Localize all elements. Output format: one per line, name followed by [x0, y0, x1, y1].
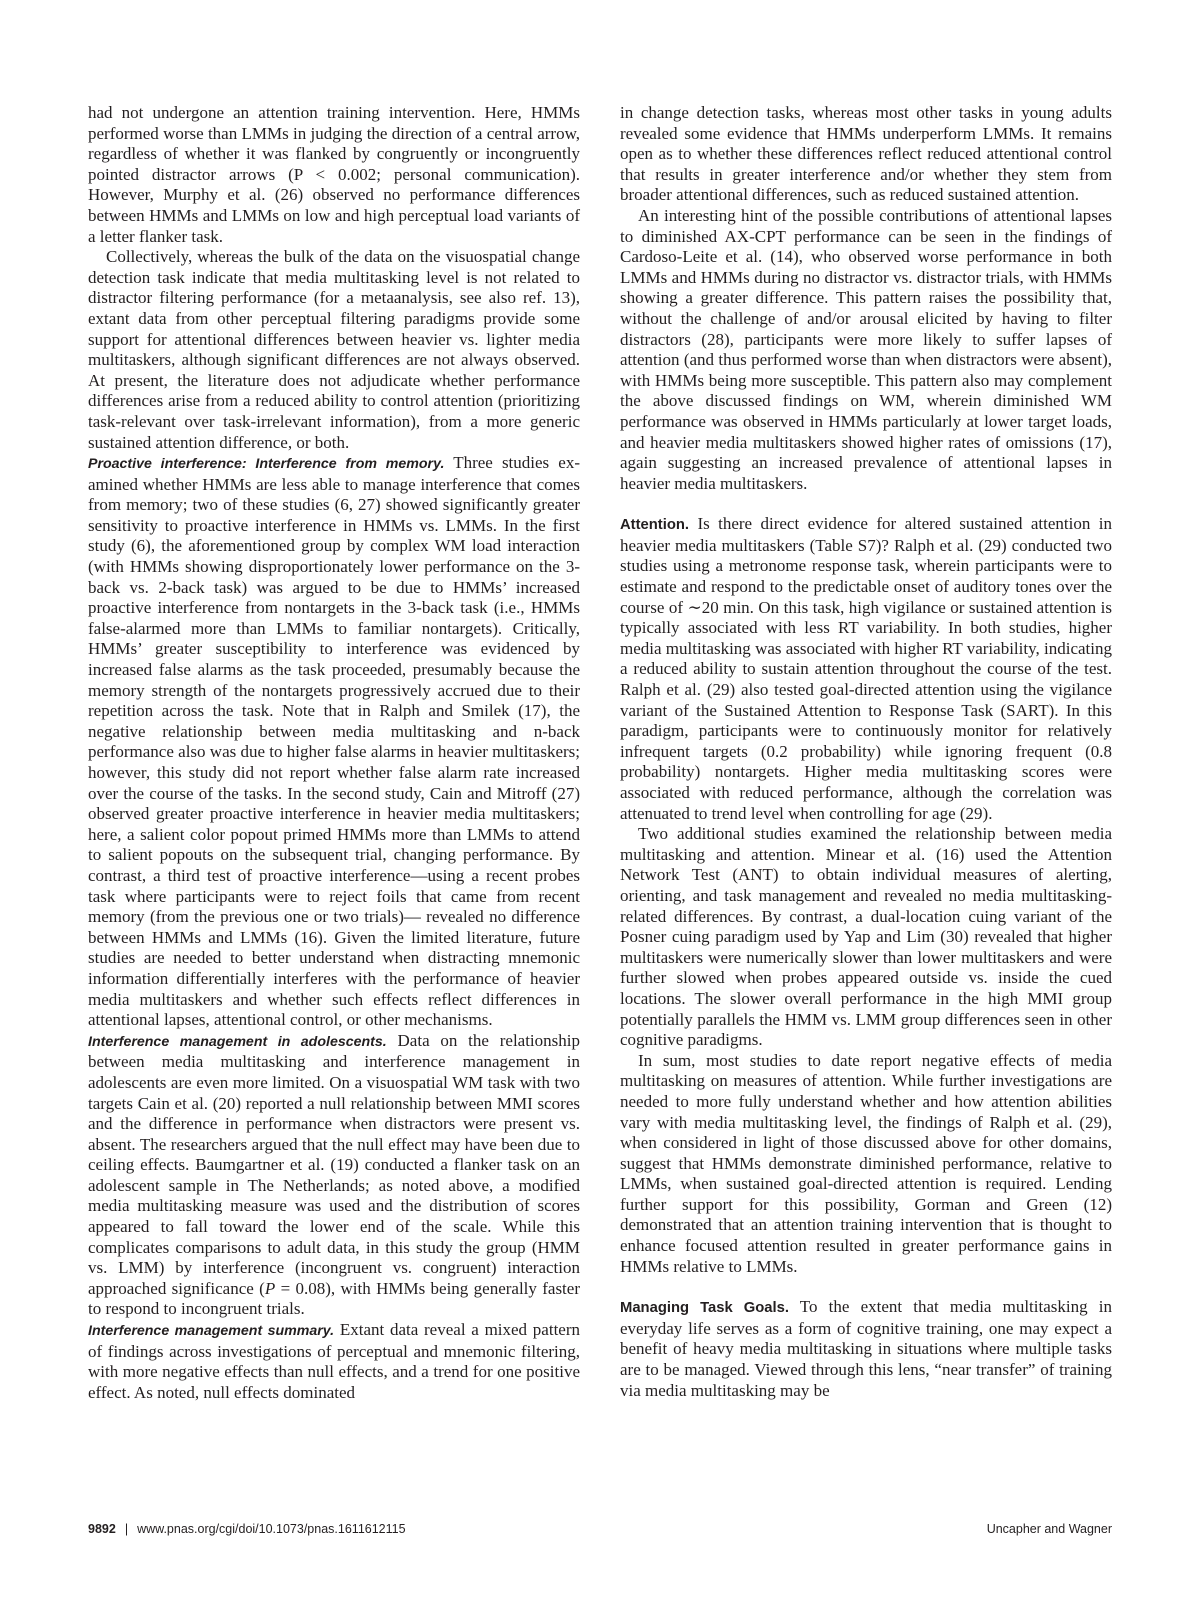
right-paragraph-3	[620, 514, 1112, 824]
attention-heading: Attention.	[620, 517, 690, 534]
interference-summary-text: Extant data reveal a mixed pattern of findings across investigations of perceptual and mnemonic filtering, with more negative effects than null effects, and a trend for one positive effect. As noted, null effects dominated	[88, 1320, 580, 1402]
adolescents-heading: Interference management in adolescents.	[88, 1033, 387, 1050]
left-paragraph-4	[88, 1031, 580, 1320]
adolescents-text-b: = 0.08), with HMMs being generally faster to respond to incongruent trials.	[88, 1278, 580, 1319]
managing-task-goals-heading: Managing Task Goals.	[620, 1300, 789, 1317]
interference-summary-heading: Interference management summary.	[88, 1323, 335, 1340]
left-paragraph-3	[88, 453, 580, 1031]
footer-authors: Uncapher and Wagner	[986, 1522, 1112, 1536]
proactive-interference-text: Three studies examined whether HMMs are less able to manage interference that comes from memory; two of these studies (6, 27) showed significantly greater sensitivity to proactive interference in HMMs vs. LMMs. In the first study (6), the aforementioned group by complex WM load interaction (with HMMs showing disproportionately lower performance on the 3-back vs. 2-back task) was argued to be due to HMMs’ increased proactive interference from nontargets in the 3-back task (i.e., HMMs false-alarmed more than LMMs to familiar nontargets). Critically, HMMs’ greater susceptibility to interference was evidenced by increased false alarms as the task proceeded, presumably because the memory strength of the nontargets progressively accrued due to their repetition across the task. Note that in Ralph and Smilek (17), the negative relationship between media multitasking and n-back performance also was due to higher false alarms in heavier multitaskers; however, this study did not report whether false alarm rate increased over the course of the tasks. In the second study, Cain and Mitroff (27) observed greater proactive interference in heavier media multitaskers; here, a salient color popout primed HMMs more than LMMs to attend to salient popouts on the subsequent trial, changing performance. By contrast, a third test of proactive interference—using a recent probes task where participants were to reject foils that came from recent memory (from the previous one or two trials)— revealed no difference between HMMs and LMMs (16). Given the limited literature, future studies are needed to better understand when distracting mnemonic information differentially interferes with the performance of heavier media multitaskers and whether such effects reflect differences in attentional lapses, attentional control, or other mechanisms.	[88, 453, 580, 1030]
right-paragraph-1: in change detection tasks, whereas most other tasks in young adults revealed some evidence that HMMs underperform LMMs. It remains open as to whether these differences reflect reduced attentional control that results in greater interference and/or whether they stem from broader attentional differences, such as reduced sustained attention.	[620, 103, 1112, 205]
doi-link[interactable]: www.pnas.org/cgi/doi/10.1073/pnas.1611612115	[137, 1522, 406, 1536]
right-column	[620, 103, 1112, 1401]
footer-separator: |	[124, 1522, 129, 1536]
right-paragraph-4: Two additional studies examined the relationship between media multitasking and attention. Minear et al. (16) used the Attention Network Test (ANT) to obtain individual measures of alerting, orienting, and task management and revealed no media multitasking-related differences. By contrast, a dual-location cuing variant of the Posner cuing paradigm used by Yap and Lim (30) revealed that higher multitaskers were numerically slower than lower multitaskers and were further slowed when probes appeared outside vs. inside the cued locations. The slower overall performance in the high MMI group potentially parallels the HMM vs. LMM group differences seen in other cognitive paradigms.	[620, 824, 1112, 1050]
left-paragraph-1: had not undergone an attention training intervention. Here, HMMs performed worse than LMMs in judging the direction of a central arrow, regardless of whether it was flanked by congruently or incongruently pointed distractor arrows (P < 0.002; personal communication). However, Murphy et al. (26) observed no performance differences between HMMs and LMMs on low and high perceptual load variants of a letter flanker task.	[88, 103, 580, 246]
left-column	[88, 103, 580, 1403]
managing-task-goals-text: To the extent that media multitasking in everyday life serves as a form of cognitive training, one may expect a benefit of heavy media multitasking in situations where multiple tasks are to be managed. Viewed through this lens, “near transfer” of training via media multitasking may be	[620, 1297, 1112, 1400]
right-paragraph-2: An interesting hint of the possible contributions of attentional lapses to diminished AX-CPT performance can be seen in the findings of Cardoso-Leite et al. (14), who observed worse performance in both LMMs and HMMs during no distractor vs. distractor trials, with HMMs showing a greater difference. This pattern raises the possibility that, without the challenge of and/or arousal elicited by having to filter distractors (28), participants were more likely to suffer lapses of attention (and thus performed worse than when distractors were absent), with HMMs being more susceptible. This pattern also may complement the above discussed findings on WM, wherein diminished WM performance was observed in HMMs particularly at lower target loads, and heavier media multitaskers showed higher rates of omissions (17), again suggesting an increased prevalence of attentional lapses in heavier media multitaskers.	[620, 205, 1112, 493]
right-paragraph-5: In sum, most studies to date report negative effects of media multitasking on measures of attention. While further investigations are needed to more fully understand whether and how attention abilities vary with media multitasking level, the findings of Ralph et al. (29), when considered in light of those discussed above for other domains, suggest that HMMs demonstrate diminished performance, relative to LMMs, when sustained goal-directed attention is required. Lending further support for this possibility, Gorman and Green (12) demonstrated that an attention training intervention that is thought to enhance focused attention resulted in greater performance gains in HMMs relative to LMMs.	[620, 1050, 1112, 1276]
left-paragraph-2: Collectively, whereas the bulk of the data on the visuospatial change detection task indicate that media multitasking level is not related to distractor filtering performance (for a metaanalysis, see also ref. 13), extant data from other perceptual filtering paradigms provide some support for attentional differences between heavier vs. lighter media multitaskers, although significant differences are not always observed. At present, the literature does not adjudicate whether performance differences arise from a reduced ability to control attention (prioritizing task-relevant over task-irrelevant information), from a more generic sustained attention difference, or both.	[88, 247, 580, 452]
left-paragraph-5	[88, 1320, 580, 1403]
p-value-symbol: P	[264, 1278, 276, 1298]
page-footer	[88, 1522, 1112, 1542]
adolescents-text-a: Data on the relationship between media multitasking and interference management in adolescents are even more limited. On a visuospatial WM task with two targets Cain et al. (20) reported a null relationship between MMI scores and the difference in performance when distractors were present vs. absent. The researchers argued that the null effect may have been due to ceiling effects. Baumgartner et al. (19) conducted a flanker task on an adolescent sample in The Netherlands; as noted above, a modified media multitasking measure was used and the distribution of scores appeared to fall toward the lower end of the scale. While this complicates comparisons to adult data, in this study the group (HMM vs. LMM) by interference (incongruent vs. congruent) interaction approached significance (	[88, 1030, 580, 1298]
attention-text: Is there direct evidence for altered sustained attention in heavier media multitaskers (Table S7)? Ralph et al. (29) conducted two studies using a metronome response task, wherein participants were to estimate and respond to the predictable onset of auditory tones over the course of ∼20 min. On this task, high vigilance or sustained attention is typically associated with less RT variability. In both studies, higher media multitasking was associated with higher RT variability, indicating a reduced ability to sustain attention throughout the course of the test. Ralph et al. (29) also tested goal-directed attention using the vigilance variant of the Sustained Attention to Response Task (SART). In this paradigm, participants were to continuously monitor for relatively infrequent targets (0.2 probability) while ignoring frequent (0.8 probability) nontargets. Higher media multitasking scores were associated with reduced performance, although the correlation was attenuated to trend level when controlling for age (29).	[620, 514, 1112, 823]
proactive-interference-heading: Proactive interference: Interference from memory.	[88, 456, 445, 473]
right-paragraph-6	[620, 1297, 1112, 1401]
page-number: 9892	[88, 1522, 116, 1536]
